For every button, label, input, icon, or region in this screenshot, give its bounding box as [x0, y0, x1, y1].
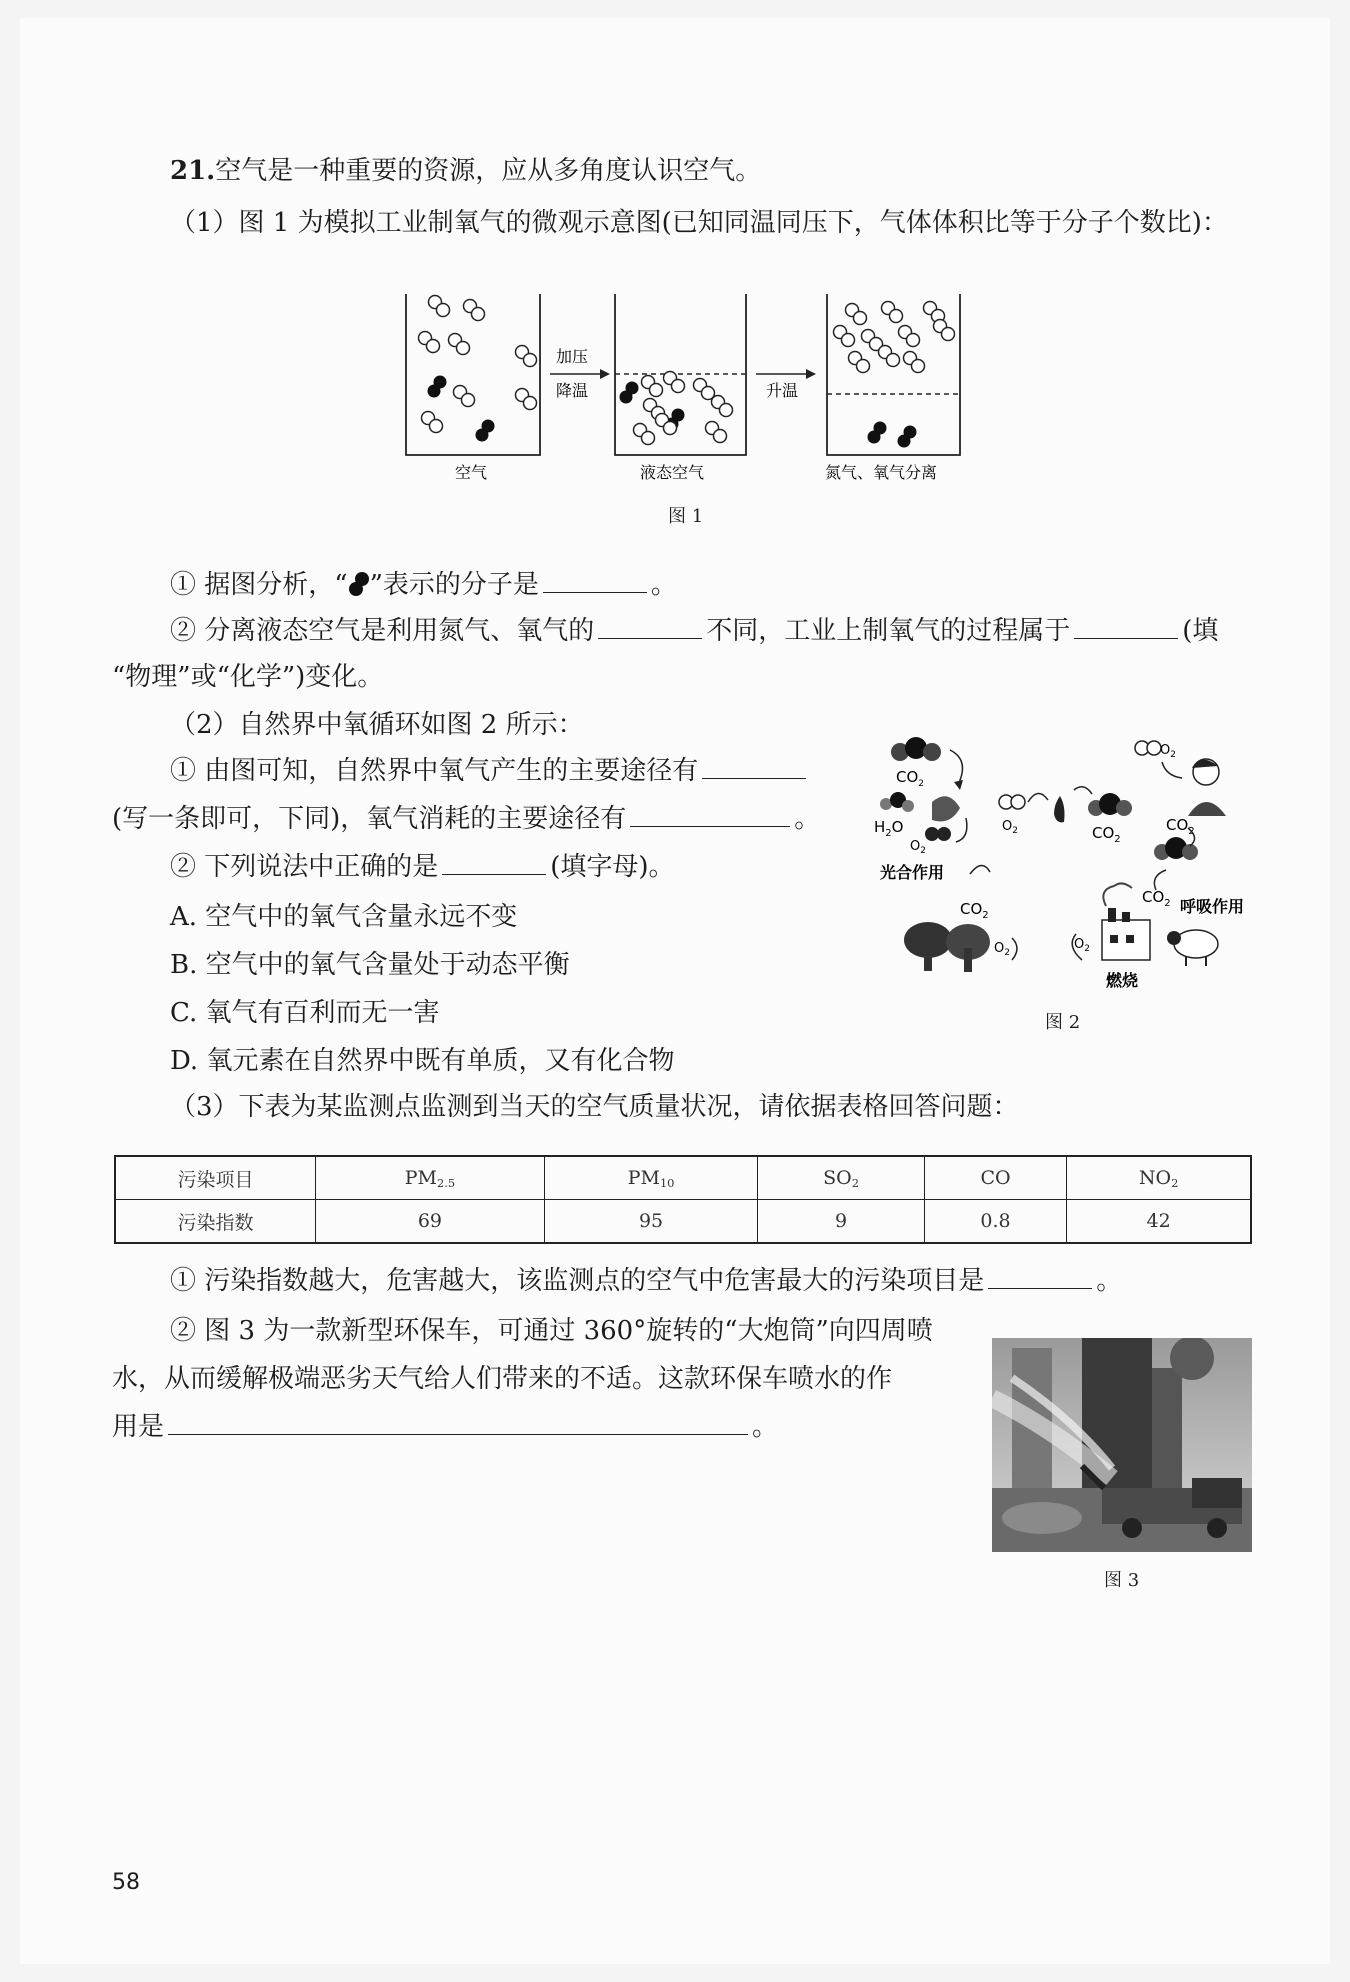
figure-3-caption: 图 3 — [1104, 1570, 1140, 1591]
leaf-icon — [932, 796, 960, 821]
table-cell: NO2 — [1067, 1156, 1251, 1200]
part2-q1-line2 — [112, 800, 820, 838]
table-cell: 95 — [544, 1200, 757, 1244]
table-cell: PM10 — [544, 1156, 757, 1200]
table-cell: PM2.5 — [316, 1156, 545, 1200]
label-o2-d: $O_2$ — [1160, 743, 1176, 760]
o2-molecule-icon — [999, 795, 1025, 809]
table-cell: 69 — [316, 1200, 545, 1244]
part2-q1-text-a: ① 由图可知，自然界中氧气产生的主要途径有 — [170, 756, 699, 786]
part3-q2-line3 — [112, 1408, 778, 1446]
part1-q2 — [170, 612, 1218, 650]
part2-intro: （2）自然界中氧循环如图 2 所示： — [170, 710, 584, 740]
part3-q1-text: ① 污染指数越大，危害越大，该监测点的空气中危害最大的污染项目是 — [170, 1266, 985, 1296]
part1-q1-end: 。 — [650, 570, 677, 600]
part3-q1-end: 。 — [1096, 1266, 1123, 1296]
part3-q1 — [170, 1262, 1122, 1300]
person-icon — [1188, 759, 1226, 816]
answer-blank-2[interactable] — [598, 612, 702, 639]
part1-q1-text-b: ”表示的分子是 — [369, 570, 539, 600]
o2-molecule-icon — [1135, 741, 1161, 755]
label-respiration: 呼吸作用 — [1180, 897, 1245, 916]
label-co2-a: $CO_2$ — [896, 768, 925, 789]
truck-spraying-water-photo — [992, 1338, 1252, 1552]
label-o2-c: $O_2$ — [1002, 819, 1018, 836]
co2-molecule-icon — [891, 737, 941, 761]
figure-1-caption: 图 1 — [668, 506, 704, 527]
arrow2-label: 升温 — [766, 381, 799, 400]
label-co2-b: $CO_2$ — [960, 900, 989, 921]
option-a: A. 空气中的氧气含量永远不变 — [170, 902, 518, 932]
part3-intro: （3）下表为某监测点监测到当天的空气质量状况，请依据表格回答问题： — [170, 1092, 1019, 1122]
part1-q2-text-b: 不同，工业上制氧气的过程属于 — [706, 616, 1071, 646]
part1-q2-text-a: ② 分离液态空气是利用氮气、氧气的 — [170, 616, 595, 646]
label-co2-c: $CO_2$ — [1092, 824, 1121, 845]
part2-q1 — [170, 752, 810, 790]
table-header-cell: 污染指数 — [115, 1200, 316, 1244]
part2-q2-text-a: ② 下列说法中正确的是 — [170, 852, 439, 882]
label-h2o: $H_2O$ — [874, 818, 904, 839]
part1-q2-text-c: (填 — [1182, 616, 1219, 646]
label-photosynthesis: 光合作用 — [880, 863, 945, 882]
part1-q1 — [170, 566, 677, 604]
black-molecule-icon — [348, 571, 370, 597]
part2-q1-line2-text: (写一条即可，下同)，氧气消耗的主要途径有 — [112, 804, 627, 834]
o2-molecule-icon — [925, 827, 951, 841]
label-o2-a: $O_2$ — [910, 839, 926, 856]
co2-molecule-icon — [1088, 793, 1132, 816]
part2-q1-end: 。 — [794, 804, 821, 834]
label-air: 空气 — [455, 463, 488, 482]
sheep-icon — [1167, 930, 1218, 966]
question-title: 空气是一种重要的资源，应从多角度认识空气。 — [215, 156, 762, 186]
label-co2-d: $CO_2$ — [1166, 816, 1195, 837]
answer-blank-5[interactable] — [630, 800, 790, 827]
part3-q2-end: 。 — [752, 1412, 779, 1442]
answer-blank-1[interactable] — [543, 566, 647, 593]
part2-q2 — [170, 848, 675, 886]
table-cell: 42 — [1067, 1200, 1251, 1244]
part3-q2-line1: ② 图 3 为一款新型环保车，可通过 360°旋转的“大炮筒”向四周喷 — [170, 1316, 933, 1346]
option-b: B. 空气中的氧气含量处于动态平衡 — [170, 950, 570, 980]
question-number: 21. — [170, 156, 216, 186]
option-c: C. 氧气有百利而无一害 — [170, 998, 440, 1028]
answer-blank-8[interactable] — [168, 1408, 748, 1435]
table-row — [115, 1156, 1251, 1200]
air-quality-table — [114, 1155, 1252, 1244]
label-o2-b: $O_2$ — [994, 941, 1010, 958]
question-heading — [170, 152, 761, 190]
label-co2-e: $CO_2$ — [1142, 888, 1171, 909]
co2-molecule-icon — [1154, 837, 1198, 860]
table-cell: SO2 — [758, 1156, 925, 1200]
arrow1-label-top: 加压 — [556, 347, 589, 366]
figure-2-caption: 图 2 — [1045, 1012, 1081, 1033]
part1-intro: （1）图 1 为模拟工业制氧气的微观示意图(已知同温同压下，气体体积比等于分子个数比)： — [170, 208, 1228, 238]
answer-blank-7[interactable] — [988, 1262, 1092, 1289]
arrow1-label-bottom: 降温 — [556, 381, 589, 400]
page-number: 58 — [112, 1870, 140, 1895]
part3-q2-line2: 水，从而缓解极端恶劣天气给人们带来的不适。这款环保车喷水的作 — [112, 1364, 893, 1394]
h2o-molecule-icon — [880, 792, 914, 812]
part1-q1-text-a: ① 据图分析，“ — [170, 570, 348, 600]
label-burning: 燃烧 — [1106, 971, 1139, 990]
label-separated: 氮气、氧气分离 — [825, 463, 938, 482]
label-o2-f: $O_2$ — [1074, 937, 1090, 954]
part3-q2-line3-text: 用是 — [112, 1412, 165, 1442]
table-cell: 9 — [758, 1200, 925, 1244]
figure-1-diagram — [400, 290, 980, 490]
answer-blank-3[interactable] — [1074, 612, 1178, 639]
table-cell: CO — [924, 1156, 1066, 1200]
trees-icon — [904, 922, 990, 972]
flame-icon — [1054, 796, 1065, 822]
part1-q2-line2: “物理”或“化学”)变化。 — [112, 662, 384, 692]
answer-blank-6[interactable] — [442, 848, 546, 875]
table-header-cell: 污染项目 — [115, 1156, 316, 1200]
table-row — [115, 1200, 1251, 1244]
table-cell: 0.8 — [924, 1200, 1066, 1244]
figure-2-oxygen-cycle — [870, 730, 1260, 1000]
answer-blank-4[interactable] — [702, 752, 806, 779]
part2-q2-text-b: (填字母)。 — [550, 852, 675, 882]
option-d: D. 氧元素在自然界中既有单质，又有化合物 — [170, 1046, 675, 1076]
label-liquid-air: 液态空气 — [640, 463, 705, 482]
